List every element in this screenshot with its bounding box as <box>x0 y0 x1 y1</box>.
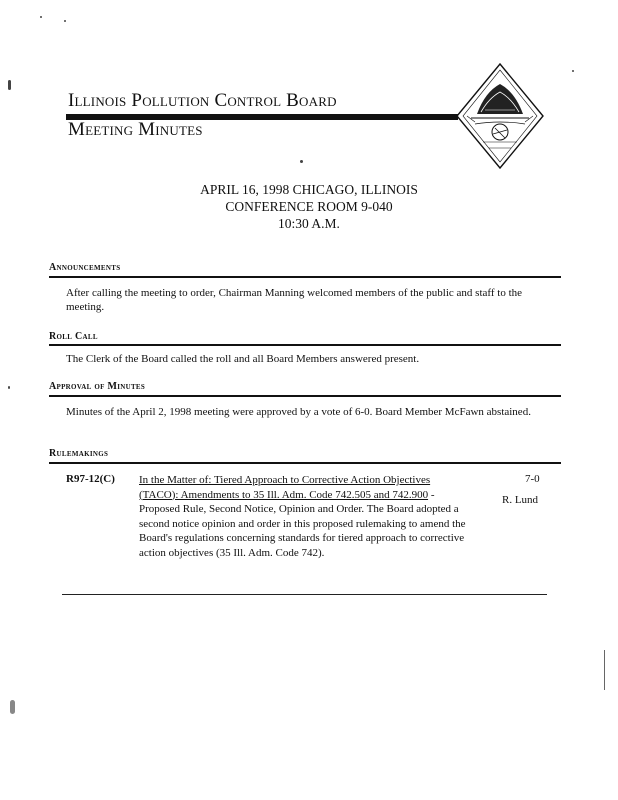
case-title-line1: In the Matter of: Tiered Approach to Corrective Action Objectives <box>139 474 431 486</box>
scan-speck <box>64 20 66 22</box>
meeting-info <box>0 181 618 232</box>
document-title: Meeting Minutes <box>68 119 203 140</box>
case-vote: 7-0 <box>525 473 540 485</box>
case-title-line2: (TACO): Amendments to 35 Ill. Adm. Code 742.505 and 742.900 <box>139 488 429 501</box>
case-number: R97-12(C) <box>66 473 115 485</box>
case-description <box>139 473 474 561</box>
end-divider <box>62 594 547 595</box>
rulemakings-divider <box>49 462 561 464</box>
scan-speck <box>604 650 605 690</box>
state-seal-logo-icon <box>455 62 545 170</box>
scan-speck <box>40 16 42 18</box>
scan-speck <box>10 700 15 714</box>
announcements-heading: Announcements <box>49 262 121 273</box>
announcements-divider <box>49 276 561 278</box>
scan-speck <box>300 160 303 163</box>
scan-speck <box>8 80 11 90</box>
approval-of-minutes-divider <box>49 395 561 397</box>
case-board-member: R. Lund <box>502 494 539 506</box>
rulemakings-heading: Rulemakings <box>49 448 109 459</box>
meeting-room: CONFERENCE ROOM 9-040 <box>225 199 393 214</box>
scan-speck <box>8 386 10 389</box>
roll-call-body: The Clerk of the Board called the roll and all Board Members answered present. <box>66 353 420 365</box>
case-summary: - Proposed Rule, Second Notice, Opinion and Order. The Board adopted a second notice opinion and order in this proposed rulemaking to amend the Board's regulations concerning standards for tiered approach to corrective action objectives (35 Ill. Adm. Code 742). <box>139 488 466 559</box>
approval-of-minutes-heading: Approval of Minutes <box>49 381 146 392</box>
meeting-date-location: APRIL 16, 1998 CHICAGO, ILLINOIS <box>200 182 418 197</box>
announcements-body: After calling the meeting to order, Chairman Manning welcomed members of the public and staff to the meeting. <box>66 287 523 313</box>
approval-of-minutes-body: Minutes of the April 2, 1998 meeting were approved by a vote of 6-0. Board Member McFawn abstained. <box>66 406 531 418</box>
scan-speck <box>572 70 574 72</box>
organization-name: Illinois Pollution Control Board <box>68 90 337 111</box>
meeting-time: 10:30 A.M. <box>278 216 340 231</box>
roll-call-divider <box>49 344 561 346</box>
roll-call-heading: Roll Call <box>49 331 98 342</box>
